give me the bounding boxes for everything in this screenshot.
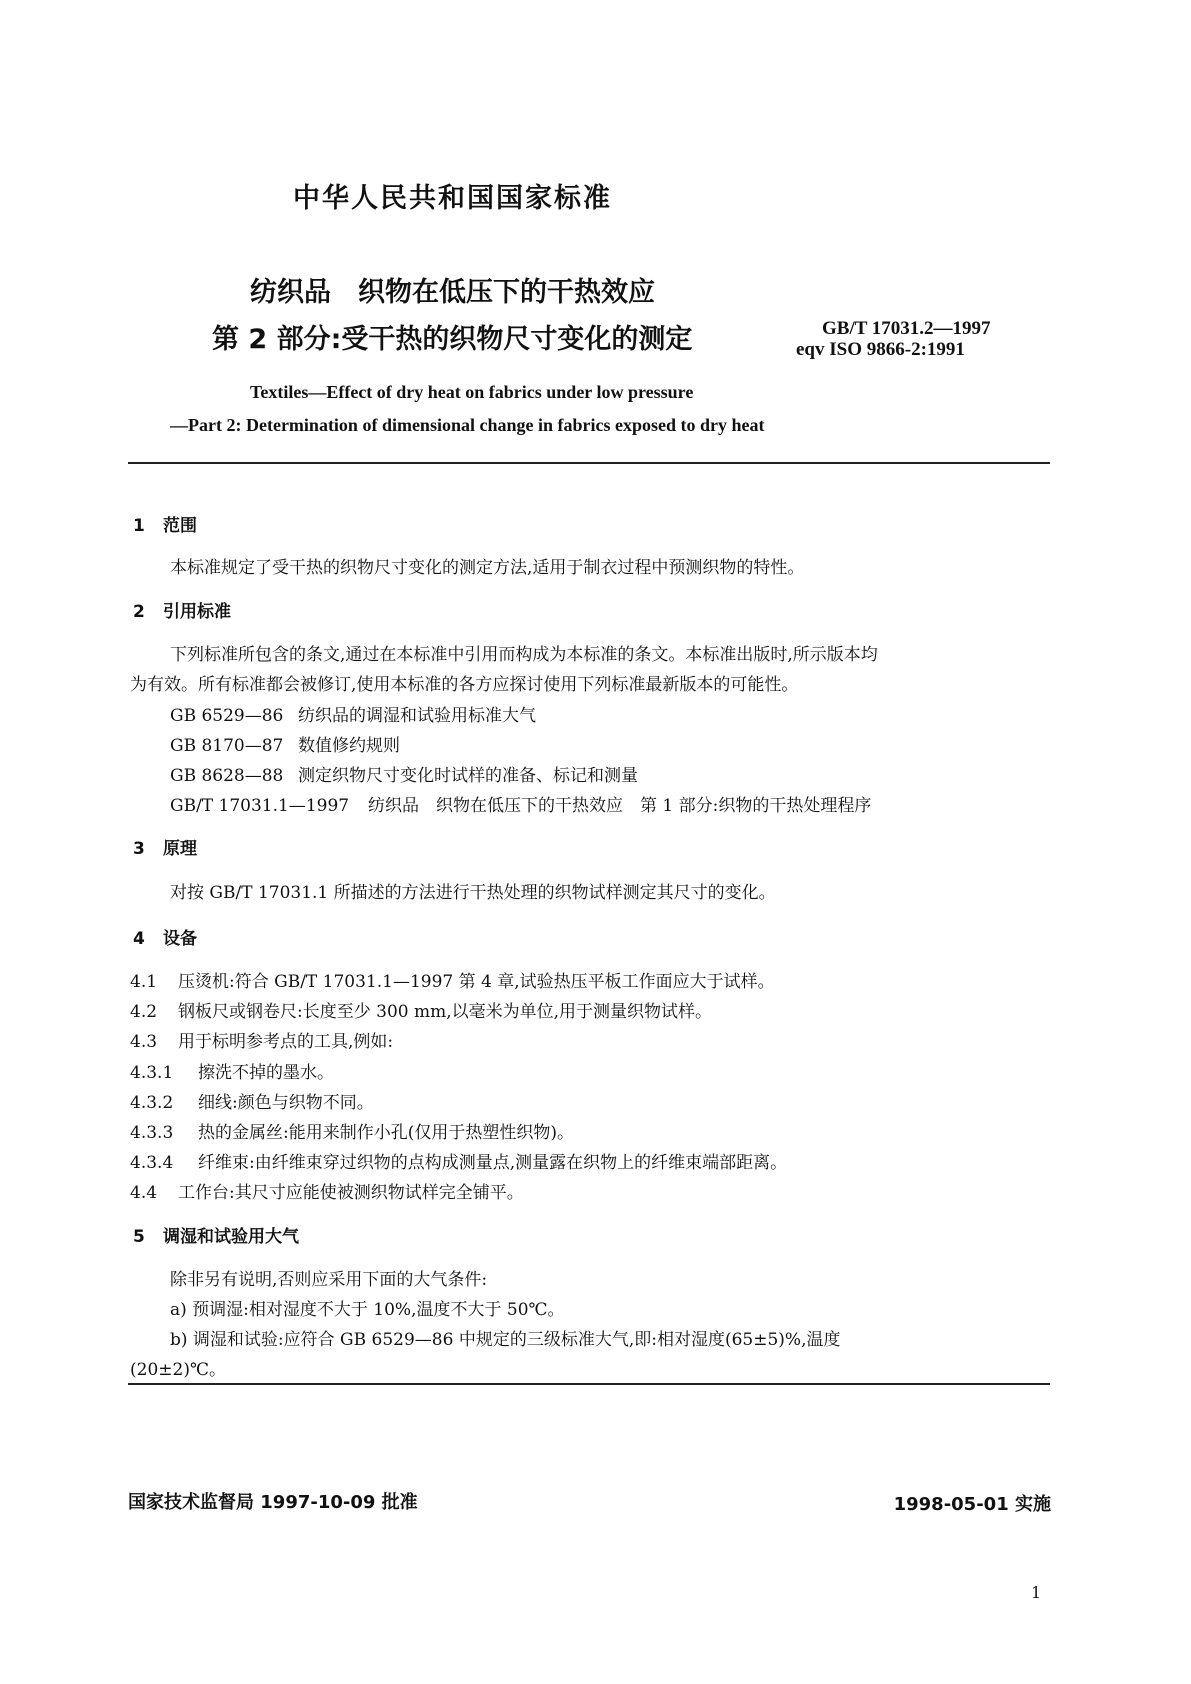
equipment-item bbox=[130, 1148, 787, 1173]
reference-title: 纺织品 织物在低压下的干热效应 第 1 部分:织物的干热处理程序 bbox=[368, 796, 872, 816]
item-text: 压烫机:符合 GB/T 17031.1—1997 第 4 章,试验热压平板工作面应大于试样。 bbox=[178, 972, 775, 992]
section-5-intro: 除非另有说明,否则应采用下面的大气条件: bbox=[170, 1270, 488, 1290]
en-title-line1: Textiles—Effect of dry heat on fabrics under low pressure bbox=[250, 382, 694, 402]
section-1-heading bbox=[133, 511, 197, 536]
en-title-line2: —Part 2: Determination of dimensional change in fabrics exposed to dry heat bbox=[170, 415, 765, 435]
cn-title-line2: 第 2 部分:受干热的织物尺寸变化的测定 bbox=[212, 324, 693, 355]
item-text: 细线:颜色与织物不同。 bbox=[198, 1093, 374, 1113]
standard-equivalence: eqv ISO 9866-2:1991 bbox=[796, 339, 965, 360]
standard-code: GB/T 17031.2—1997 bbox=[822, 318, 991, 339]
section-title: 原理 bbox=[163, 839, 197, 859]
reference-code: GB/T 17031.1—1997 bbox=[170, 796, 350, 816]
reference-title: 测定织物尺寸变化时试样的准备、标记和测量 bbox=[298, 766, 638, 786]
equipment-item bbox=[130, 1178, 524, 1203]
equipment-item bbox=[130, 1027, 393, 1052]
condition-b-line1: b) 调湿和试验:应符合 GB 6529—86 中规定的三级标准大气,即:相对湿度(65±5)%,温度 bbox=[170, 1330, 841, 1350]
item-text: 用于标明参考点的工具,例如: bbox=[178, 1032, 394, 1052]
section-number: 4 bbox=[133, 929, 145, 949]
equipment-item bbox=[130, 1088, 374, 1113]
section-4-heading bbox=[133, 924, 197, 949]
item-number: 4.2 bbox=[130, 1002, 158, 1022]
cn-title-line1: 纺织品 织物在低压下的干热效应 bbox=[250, 277, 655, 308]
equipment-item bbox=[130, 997, 712, 1022]
equipment-item bbox=[130, 967, 775, 992]
reference-code: GB 6529—86 bbox=[170, 706, 284, 726]
section-1-text: 本标准规定了受干热的织物尺寸变化的测定方法,适用于制衣过程中预测织物的特性。 bbox=[170, 558, 805, 578]
section-title: 调湿和试验用大气 bbox=[163, 1227, 299, 1247]
item-number: 4.3.2 bbox=[130, 1093, 174, 1113]
item-number: 4.3.4 bbox=[130, 1153, 174, 1173]
condition-a: a) 预调湿:相对湿度不大于 10%,温度不大于 50℃。 bbox=[170, 1300, 565, 1320]
item-text: 热的金属丝:能用来制作小孔(仅用于热塑性织物)。 bbox=[198, 1123, 574, 1143]
section-5-heading bbox=[133, 1222, 299, 1247]
item-number: 4.3 bbox=[130, 1032, 158, 1052]
section-number: 2 bbox=[133, 602, 145, 622]
section-number: 5 bbox=[133, 1227, 145, 1247]
condition-b-line2: (20±2)℃。 bbox=[130, 1360, 226, 1380]
national-standard-heading: 中华人民共和国国家标准 bbox=[293, 183, 612, 214]
footer-divider bbox=[128, 1383, 1050, 1385]
section-3-heading bbox=[133, 834, 197, 859]
reference-title: 数值修约规则 bbox=[298, 736, 400, 756]
reference-item bbox=[170, 791, 871, 816]
item-number: 4.1 bbox=[130, 972, 158, 992]
section-number: 1 bbox=[133, 516, 145, 536]
reference-code: GB 8628—88 bbox=[170, 766, 284, 786]
item-text: 工作台:其尺寸应能使被测织物试样完全铺平。 bbox=[178, 1183, 524, 1203]
reference-title: 纺织品的调湿和试验用标准大气 bbox=[298, 706, 536, 726]
section-title: 设备 bbox=[163, 929, 197, 949]
section-3-text: 对按 GB/T 17031.1 所描述的方法进行干热处理的织物试样测定其尺寸的变化。 bbox=[170, 883, 776, 903]
equipment-item bbox=[130, 1118, 574, 1143]
equipment-item bbox=[130, 1058, 334, 1083]
reference-item bbox=[170, 701, 536, 726]
section-2-text-line1: 下列标准所包含的条文,通过在本标准中引用而构成为本标准的条文。本标准出版时,所示版本均 bbox=[170, 645, 878, 665]
effective-date: 1998-05-01 实施 bbox=[893, 1494, 1051, 1515]
section-title: 引用标准 bbox=[163, 602, 231, 622]
item-text: 纤维束:由纤维束穿过织物的点构成测量点,测量露在织物上的纤维束端部距离。 bbox=[198, 1153, 788, 1173]
item-number: 4.4 bbox=[130, 1183, 158, 1203]
section-2-text-line2: 为有效。所有标准都会被修订,使用本标准的各方应探讨使用下列标准最新版本的可能性。 bbox=[130, 675, 799, 695]
item-text: 擦洗不掉的墨水。 bbox=[198, 1063, 334, 1083]
reference-item bbox=[170, 761, 638, 786]
section-2-heading bbox=[133, 597, 231, 622]
reference-item bbox=[170, 731, 400, 756]
section-title: 范围 bbox=[163, 516, 197, 536]
item-number: 4.3.3 bbox=[130, 1123, 174, 1143]
approval-date: 国家技术监督局 1997-10-09 批准 bbox=[128, 1492, 418, 1513]
section-number: 3 bbox=[133, 839, 145, 859]
page-number: 1 bbox=[1031, 1583, 1042, 1602]
item-text: 钢板尺或钢卷尺:长度至少 300 mm,以毫米为单位,用于测量织物试样。 bbox=[178, 1002, 713, 1022]
item-number: 4.3.1 bbox=[130, 1063, 174, 1083]
header-divider bbox=[128, 462, 1050, 464]
reference-code: GB 8170—87 bbox=[170, 736, 284, 756]
